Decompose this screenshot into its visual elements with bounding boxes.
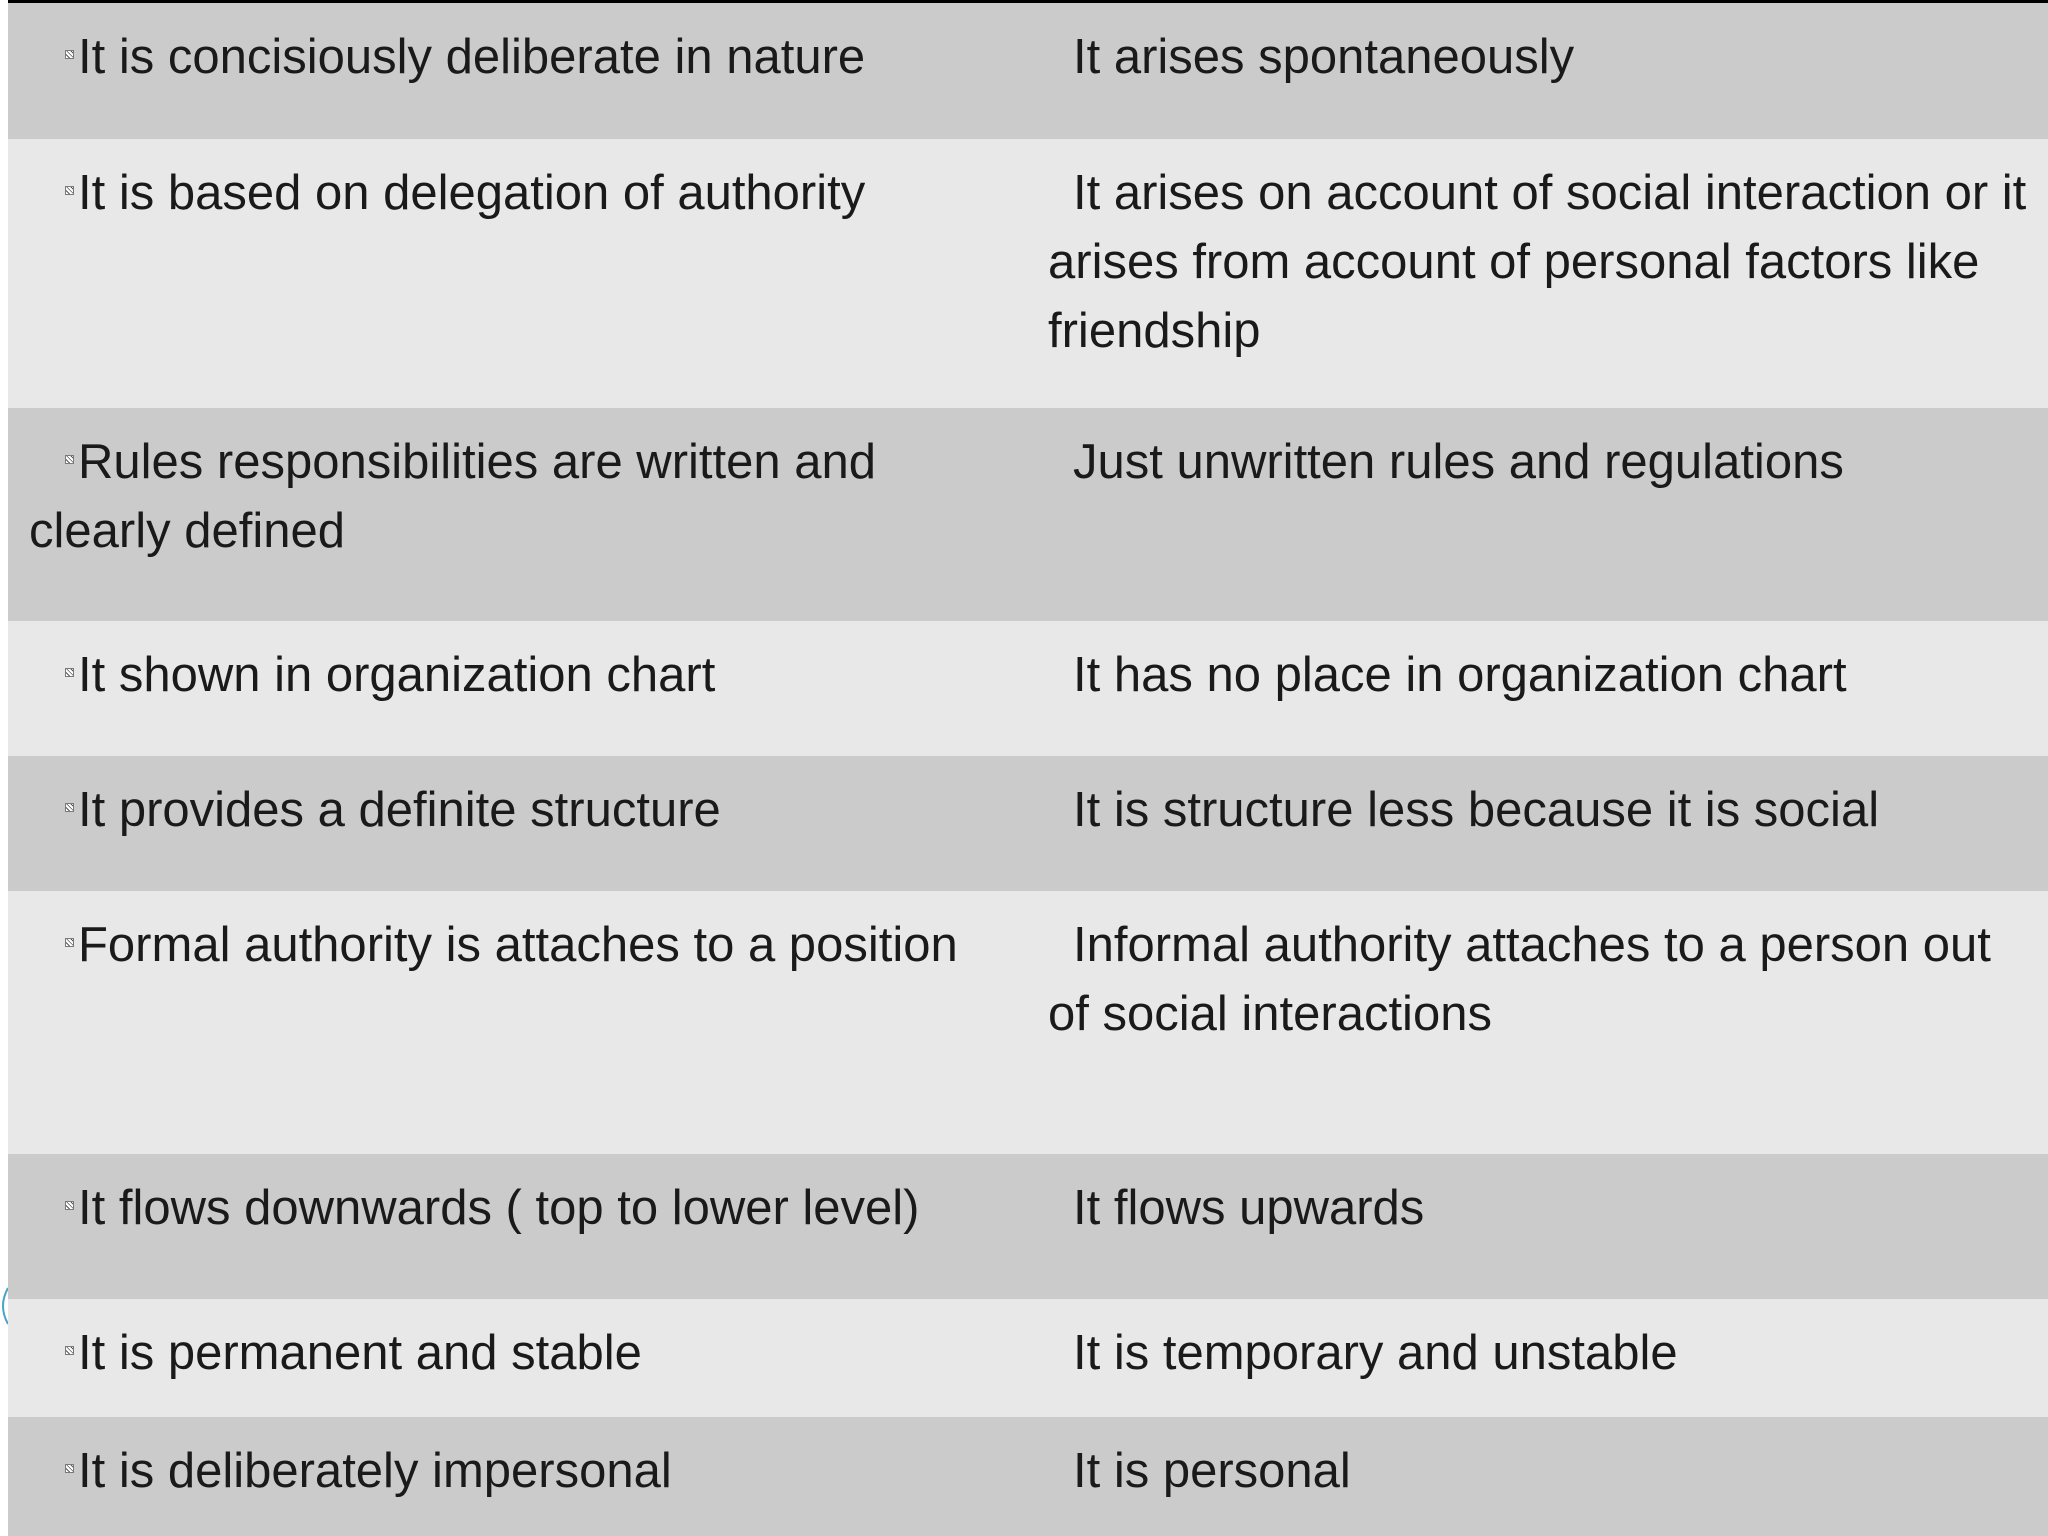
table-row (8, 1299, 2048, 1417)
informal-cell: It arises on account of social interaction or it arises from account of personal factors like friendship (1048, 166, 2027, 358)
table-row (8, 756, 2048, 891)
formal-text: It shown in organization chart (78, 648, 716, 702)
formal-cell (29, 23, 1029, 92)
informal-cell: It is structure less because it is social (1073, 783, 1880, 837)
formal-cell (29, 911, 1029, 980)
bullet-icon (65, 186, 74, 195)
bullet-icon (65, 803, 74, 812)
formal-text: Formal authority is attaches to a position (78, 918, 958, 972)
informal-cell: Informal authority attaches to a person out of social interactions (1048, 918, 1991, 1041)
informal-cell: It flows upwards (1073, 1181, 1425, 1235)
formal-cell (29, 641, 1029, 710)
bullet-icon (65, 1346, 74, 1355)
table-row (8, 3, 2048, 139)
bullet-icon (65, 50, 74, 59)
formal-text: It is based on delegation of authority (78, 166, 866, 220)
informal-cell: It arises spontaneously (1073, 30, 1575, 84)
formal-text: It is permanent and stable (78, 1326, 642, 1380)
table-row (8, 1154, 2048, 1299)
bullet-icon (65, 938, 74, 947)
formal-cell (29, 1437, 1029, 1506)
formal-text: It flows downwards ( top to lower level) (78, 1181, 920, 1235)
informal-cell: It is temporary and unstable (1073, 1326, 1678, 1380)
informal-cell: Just unwritten rules and regulations (1073, 435, 1844, 489)
formal-cell (29, 428, 1029, 566)
formal-text: It is deliberately impersonal (78, 1444, 672, 1498)
bullet-icon (65, 455, 74, 464)
bullet-icon (65, 1464, 74, 1473)
informal-cell: It has no place in organization chart (1073, 648, 1847, 702)
bullet-icon (65, 1201, 74, 1210)
table-row (8, 621, 2048, 756)
bullet-icon (65, 668, 74, 677)
informal-cell: It is personal (1073, 1444, 1351, 1498)
formal-cell (29, 1174, 1029, 1243)
table-row (8, 1417, 2048, 1536)
formal-cell (29, 159, 1029, 228)
comparison-table (8, 3, 2048, 1536)
table-row (8, 139, 2048, 408)
formal-text: It provides a definite structure (78, 783, 721, 837)
formal-cell (29, 776, 1029, 845)
table-row (8, 408, 2048, 621)
formal-text: Rules responsibilities are written and clearly defined (29, 435, 876, 558)
table-row (8, 891, 2048, 1154)
formal-text: It is concisiously deliberate in nature (78, 30, 866, 84)
formal-cell (29, 1319, 1029, 1388)
